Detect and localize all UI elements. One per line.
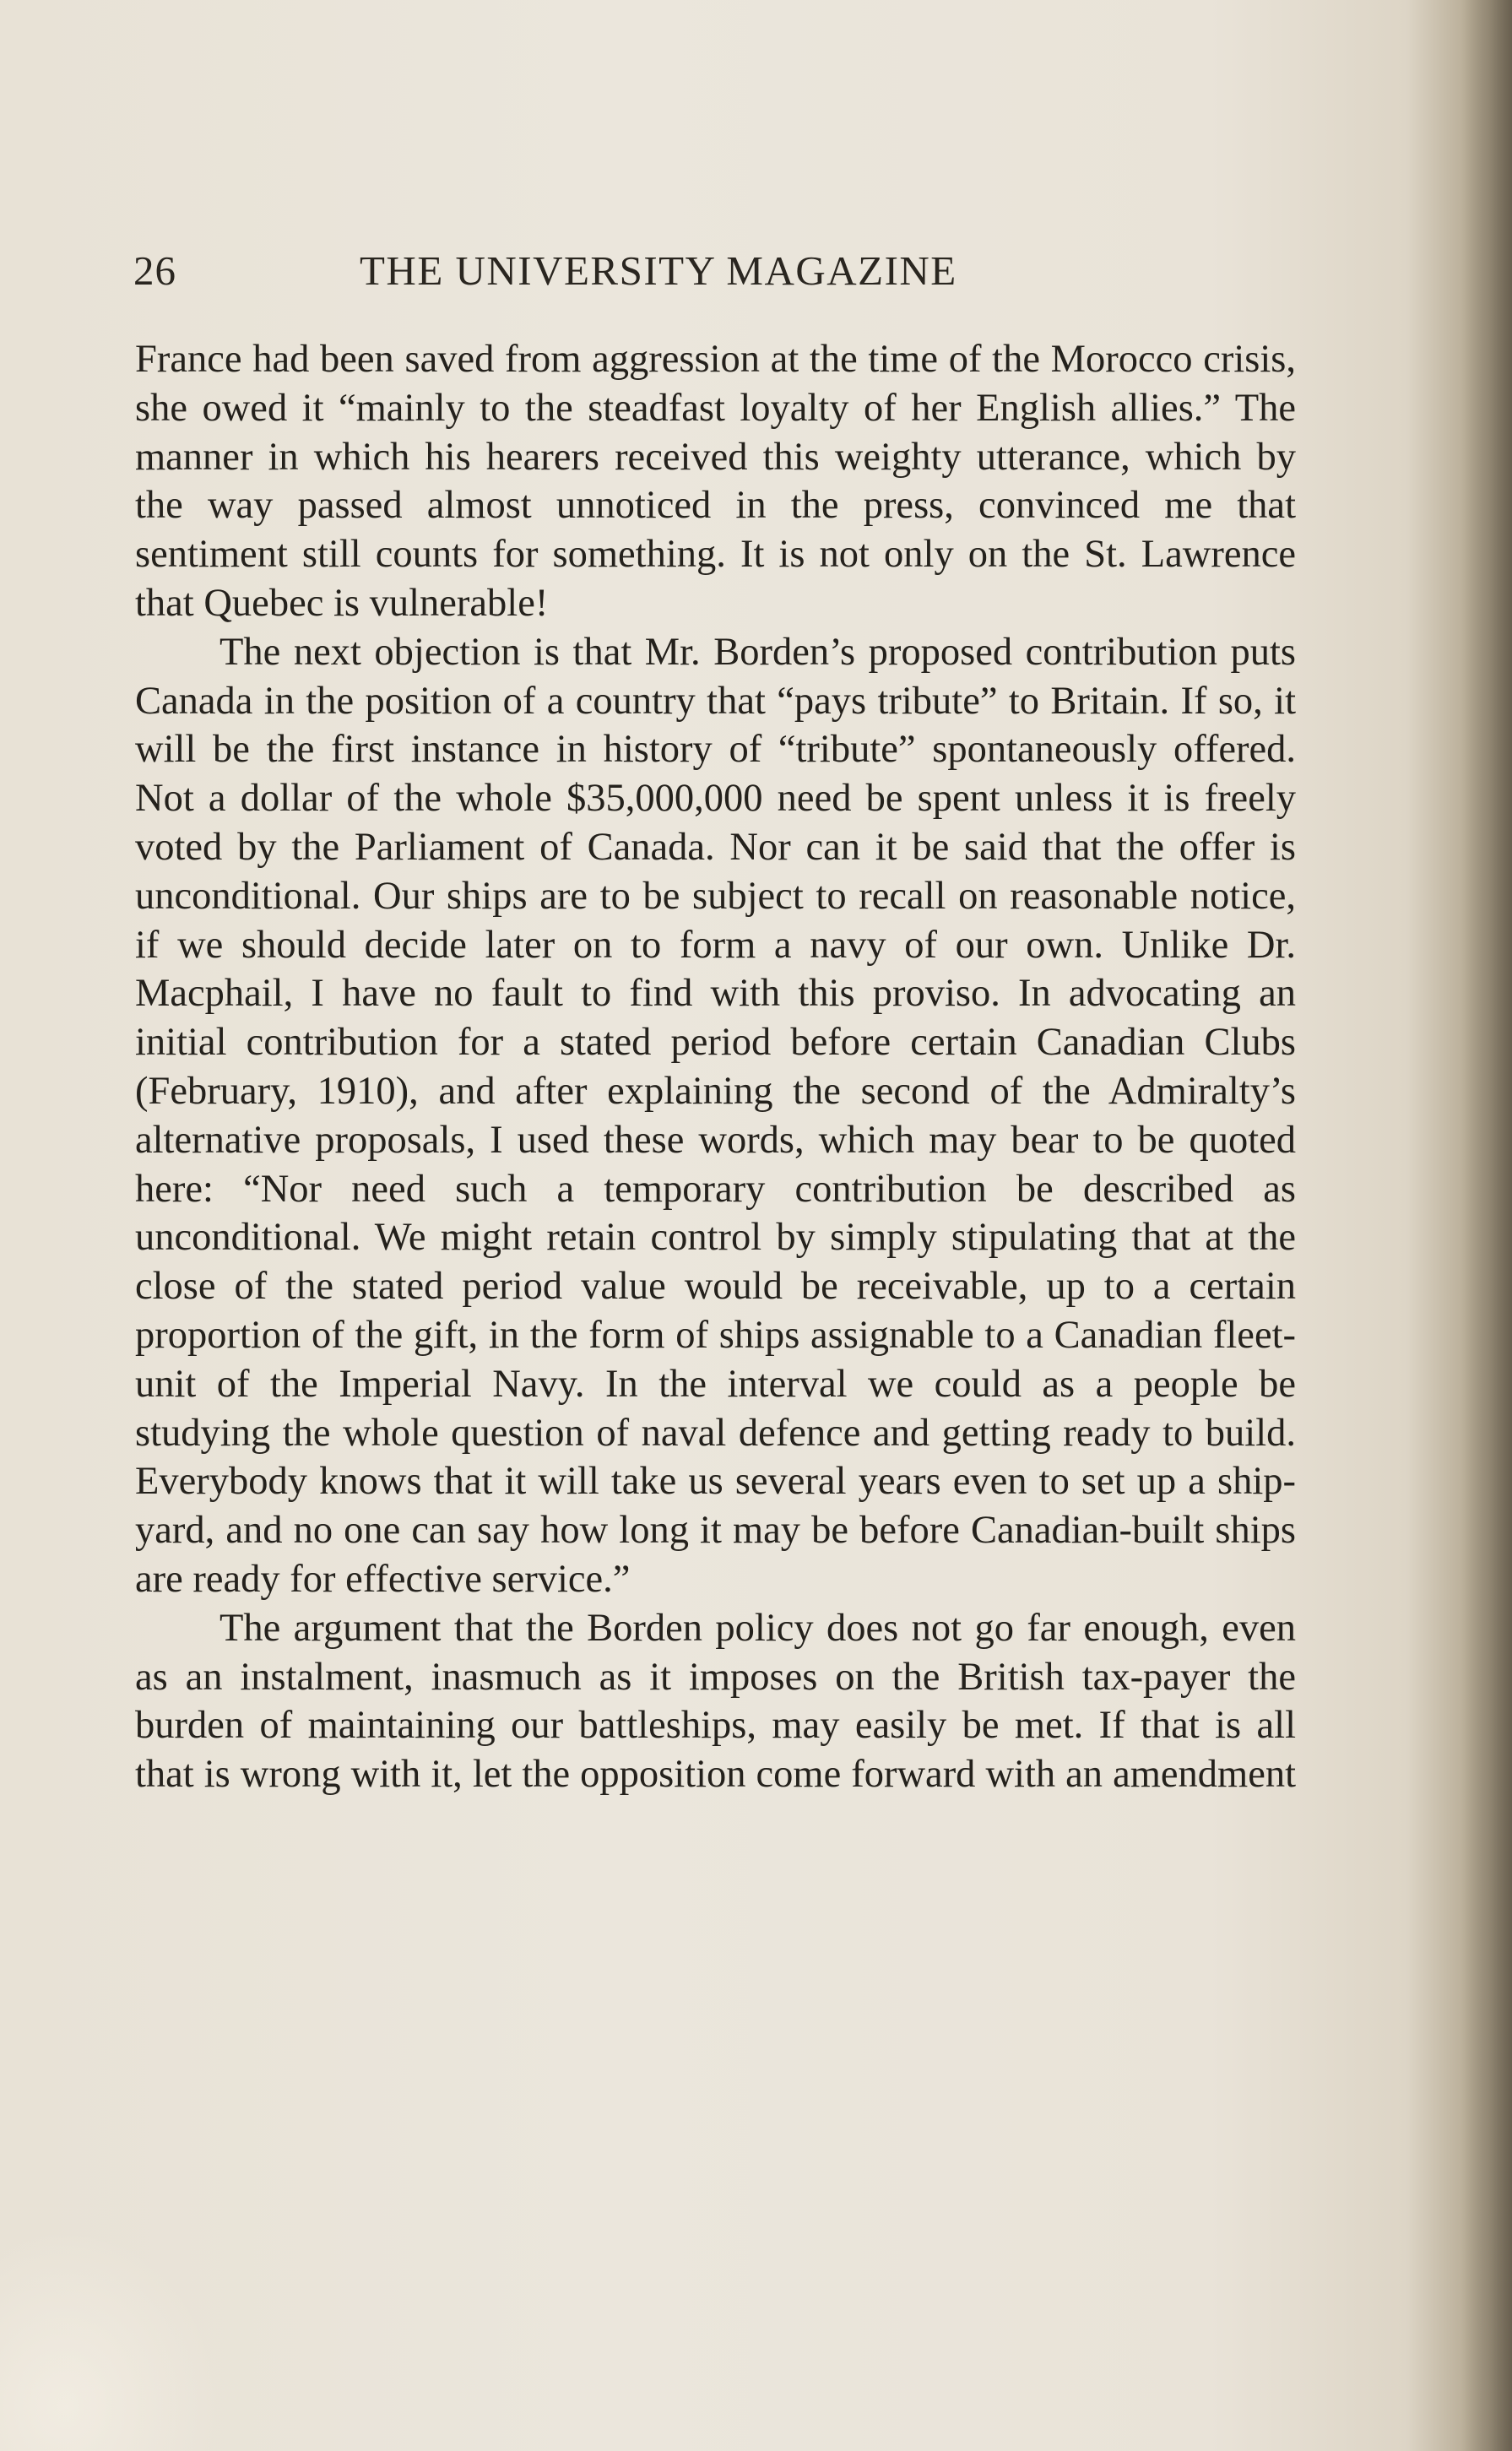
page-header bbox=[133, 247, 1311, 306]
paragraph-2: The next objection is that Mr. Borden’s proposed contribution puts Canada in the position of a country that “pays tribute” to Britain. If so, it will be the first instance in history of “tribute” spontaneously offered. Not a dollar of the whole $35,000,000 need be spent unless it is freely voted by the Parliament of Canada. Nor can it be said that the offer is unconditional. Our ships are to be subject to recall on reasonable notice, if we should decide later on to form a navy of our own. Unlike Dr. Macphail, I have no fault to find with this proviso. In advocating an initial contribution for a stated period before certain Canadian Clubs (February, 1910), and after explaining the second of the Admiralty’s alternative proposals, I used these words, which may bear to be quoted here: “Nor need such a temporary contribution be described as unconditional. We might retain control by simply stipulating that at the close of the stated period value would be receivable, up to a certain proportion of the gift, in the form of ships assignable to a Canadian fleet-unit of the Imperial Navy. In the interval we could as a people be studying the whole question of naval defence and getting ready to build. Everybody knows that it will take us several years even to set up a ship-yard, and no one can say how long it may be before Canadian-built ships are ready for effective service.” bbox=[135, 630, 1296, 1601]
page-gutter-shadow bbox=[1461, 0, 1512, 2451]
paragraph-3: The argument that the Borden policy does not go far enough, even as an instalment, inasmuch as it imposes on the British tax-payer the burden of maintaining our battleships, may easily be met. If that is all that is wrong with it, let the opposition come forward with an amendment bbox=[135, 1606, 1296, 1797]
body-text bbox=[135, 335, 1296, 1799]
paper-smudge bbox=[0, 2229, 219, 2451]
page-number: 26 bbox=[133, 247, 176, 294]
paragraph-1: France had been saved from aggression at the time of the Morocco crisis, she owed it “mainly to the steadfast loyalty of her English allies.” The manner in which his hearers received this weighty utterance, which by the way passed almost unnoticed in the press, convinced me that sentiment still counts for something. It is not only on the St. Lawrence that Quebec is vulnerable! bbox=[135, 338, 1296, 625]
running-head: THE UNIVERSITY MAGAZINE bbox=[360, 247, 957, 294]
